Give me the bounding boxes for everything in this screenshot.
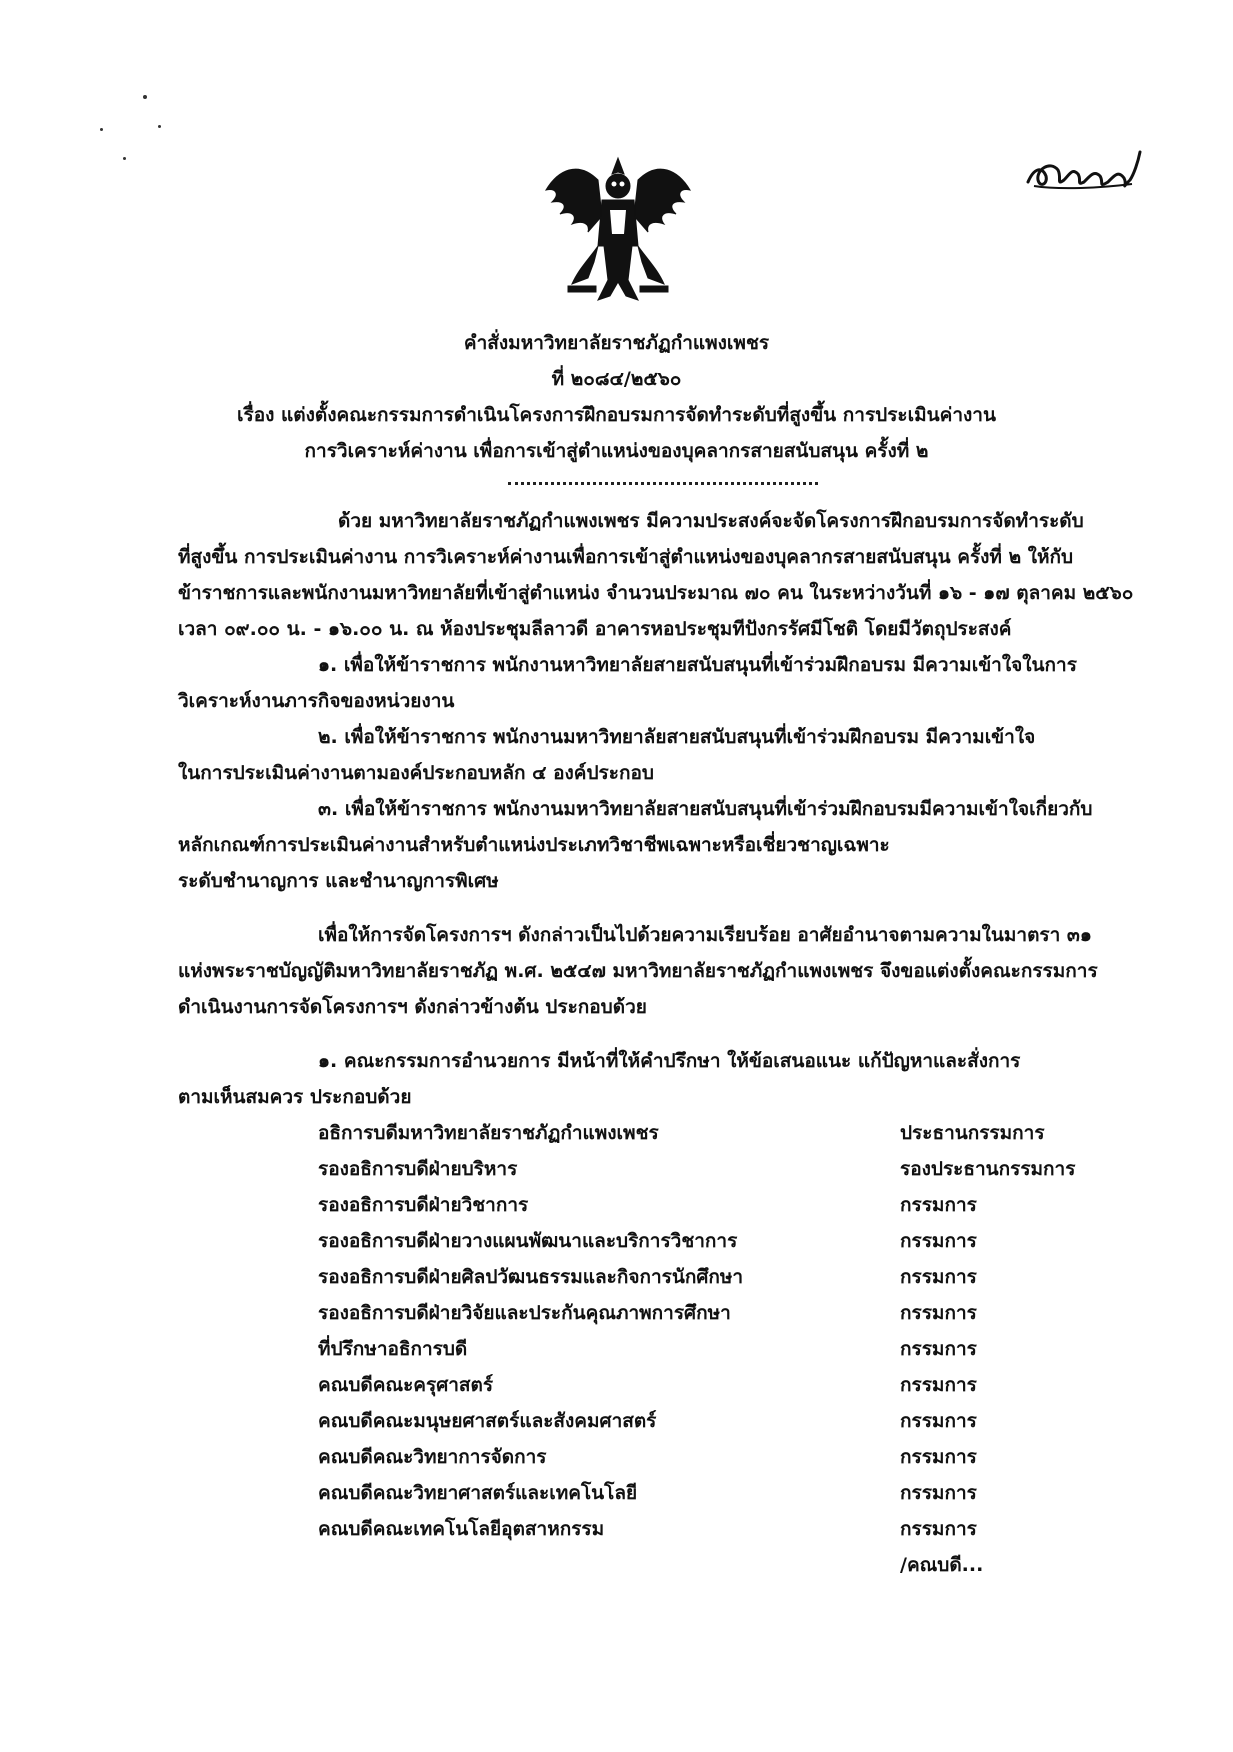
committee-member-role: รองประธานกรรมการ <box>900 1158 1076 1180</box>
scan-speck <box>100 128 103 131</box>
objective-3-line: หลักเกณฑ์การประเมินค่างานสำหรับตำแหน่งประเภทวิชาชีพเฉพาะหรือเชี่ยวชาญเฉพาะ <box>178 834 890 856</box>
objective-2-line: ๒. เพื่อให้ข้าราชการ พนักงานมหาวิทยาลัยสายสนับสนุนที่เข้าร่วมฝึกอบรม มีความเข้าใจ <box>318 726 1036 748</box>
scan-speck <box>123 157 126 160</box>
objective-3-line: ระดับชำนาญการ และชำนาญการพิเศษ <box>178 870 499 892</box>
committee-member-position: รองอธิการบดีฝ่ายวางแผนพัฒนาและบริการวิชาการ <box>318 1230 738 1252</box>
committee-member-position: คณบดีคณะครุศาสตร์ <box>318 1374 494 1396</box>
objective-1-line: ๑. เพื่อให้ข้าราชการ พนักงานหาวิทยาลัยสายสนับสนุนที่เข้าร่วมฝึกอบรม มีความเข้าใจในการ <box>318 654 1077 676</box>
committee-intro-line: ตามเห็นสมควร ประกอบด้วย <box>178 1086 412 1108</box>
authority-line: ดำเนินงานการจัดโครงการฯ ดังกล่าวข้างต้น ประกอบด้วย <box>178 996 647 1018</box>
committee-member-role: กรรมการ <box>900 1266 977 1288</box>
intro-line: ข้าราชการและพนักงานมหาวิทยาลัยที่เข้าสู่ตำแหน่ง จำนวนประมาณ ๗๐ คน ในระหว่างวันที่ ๑๖ - ๑๗ ตุลาคม ๒๕๖๐ <box>178 582 1134 604</box>
committee-member-position: ที่ปรึกษาอธิการบดี <box>318 1338 468 1360</box>
intro-line: เวลา ๐๙.๐๐ น. - ๑๖.๐๐ น. ณ ห้องประชุมลีลาวดี อาคารหอประชุมทีปังกรรัศมีโชติ โดยมีวัตถุประสงค์ <box>178 618 1012 640</box>
order-title: คำสั่งมหาวิทยาลัยราชภัฏกำแพงเพชร <box>463 332 770 354</box>
committee-member-position: รองอธิการบดีฝ่ายวิจัยและประกันคุณภาพการศึกษา <box>318 1302 731 1324</box>
scan-speck <box>158 125 161 128</box>
intro-line: ที่สูงขึ้น การประเมินค่างาน การวิเคราะห์ค่างานเพื่อการเข้าสู่ตำแหน่งของบุคลากรสายสนับสนุน ครั้งที่ ๒ ให้กับ <box>178 546 1074 568</box>
committee-member-position: รองอธิการบดีฝ่ายบริหาร <box>318 1158 518 1180</box>
committee-member-position: รองอธิการบดีฝ่ายศิลปวัฒนธรรมและกิจการนักศึกษา <box>318 1266 744 1288</box>
authority-line: เพื่อให้การจัดโครงการฯ ดังกล่าวเป็นไปด้วยความเรียบร้อย อาศัยอำนาจตามความในมาตรา ๓๑ <box>318 924 1092 946</box>
committee-intro-line: ๑. คณะกรรมการอำนวยการ มีหน้าที่ให้คำปรึกษา ให้ข้อเสนอแนะ แก้ปัญหาและสั่งการ <box>318 1050 1021 1072</box>
committee-member-role: กรรมการ <box>900 1374 977 1396</box>
committee-member-position: รองอธิการบดีฝ่ายวิชาการ <box>318 1194 529 1216</box>
authority-line: แห่งพระราชบัญญัติมหาวิทยาลัยราชภัฏ พ.ศ. ๒๕๔๗ มหาวิทยาลัยราชภัฏกำแพงเพชร จึงขอแต่งตั้งคณะกรรมการ <box>178 960 1098 982</box>
committee-member-position: คณบดีคณะมนุษยศาสตร์และสังคมศาสตร์ <box>318 1410 657 1432</box>
intro-line: ด้วย มหาวิทยาลัยราชภัฏกำแพงเพชร มีความประสงค์จะจัดโครงการฝึกอบรมการจัดทำระดับ <box>338 510 1084 532</box>
committee-member-position: คณบดีคณะวิทยาศาสตร์และเทคโนโลยี <box>318 1482 638 1504</box>
committee-member-role: กรรมการ <box>900 1446 977 1468</box>
committee-member-role: กรรมการ <box>900 1194 977 1216</box>
order-number: ที่ ๒๐๘๔/๒๕๖๐ <box>551 368 682 390</box>
committee-member-position: คณบดีคณะเทคโนโลยีอุตสาหกรรม <box>318 1518 605 1540</box>
continuation-marker: /คณบดี... <box>900 1554 984 1576</box>
handwritten-signature <box>1020 140 1150 200</box>
order-subject-line-2: การวิเคราะห์ค่างาน เพื่อการเข้าสู่ตำแหน่งของบุคลากรสายสนับสนุน ครั้งที่ ๒ <box>304 440 929 462</box>
order-subject-line-1: เรื่อง แต่งตั้งคณะกรรมการดำเนินโครงการฝึกอบรมการจัดทำระดับที่สูงขึ้น การประเมินค่างาน <box>237 404 996 426</box>
committee-member-position: คณบดีคณะวิทยาการจัดการ <box>318 1446 547 1468</box>
committee-member-role: กรรมการ <box>900 1482 977 1504</box>
objective-3-line: ๓. เพื่อให้ข้าราชการ พนักงานมหาวิทยาลัยสายสนับสนุนที่เข้าร่วมฝึกอบรมมีความเข้าใจเกี่ยวกับ <box>318 798 1093 820</box>
garuda-emblem <box>538 150 698 310</box>
committee-member-role: กรรมการ <box>900 1518 977 1540</box>
objective-2-line: ในการประเมินค่างานตามองค์ประกอบหลัก ๔ องค์ประกอบ <box>178 762 654 784</box>
committee-member-position: อธิการบดีมหาวิทยาลัยราชภัฏกำแพงเพชร <box>318 1122 659 1144</box>
objective-1-line: วิเคราะห์งานภารกิจของหน่วยงาน <box>178 690 455 712</box>
committee-member-role: กรรมการ <box>900 1410 977 1432</box>
committee-member-role: ประธานกรรมการ <box>900 1122 1045 1144</box>
committee-member-role: กรรมการ <box>900 1230 977 1252</box>
committee-member-role: กรรมการ <box>900 1338 977 1360</box>
scan-speck <box>143 95 147 99</box>
committee-member-role: กรรมการ <box>900 1302 977 1324</box>
separator-dots <box>508 482 818 485</box>
